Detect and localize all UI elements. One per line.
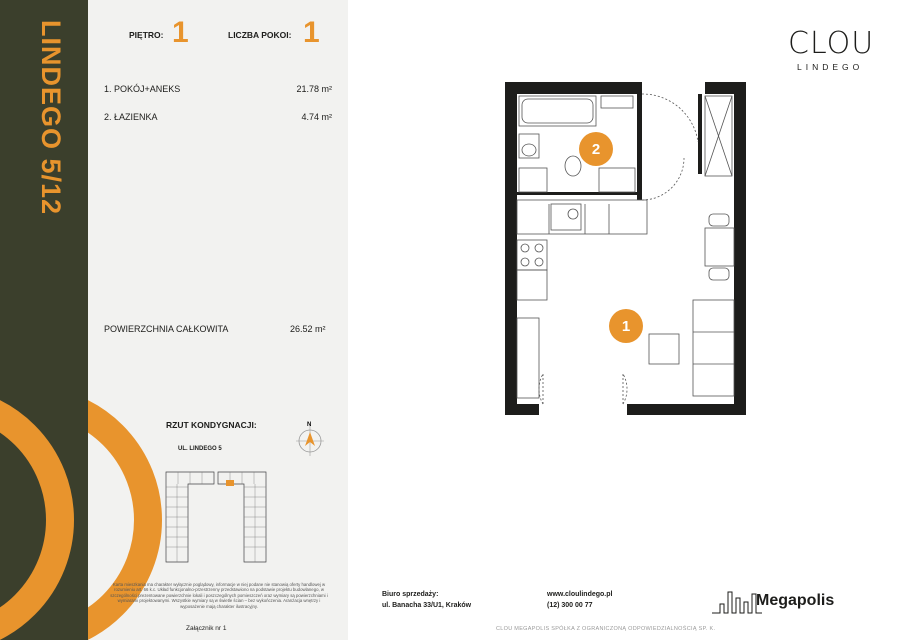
north-compass-icon — [296, 420, 326, 460]
megapolis-logo: Megapolis — [756, 592, 835, 609]
room-1-area: 21.78 m² — [296, 84, 332, 94]
vertical-title — [28, 20, 68, 220]
site-plan-drawing — [154, 462, 274, 572]
attachment-label: Załącznik nr 1 — [186, 625, 227, 632]
room-2-name: 2. ŁAZIENKA — [104, 112, 158, 122]
clou-logo-sub: LINDEGO — [797, 62, 864, 72]
site-plan-highlight — [226, 480, 234, 486]
company-name: CLOU MEGAPOLIS SPÓŁKA Z OGRANICZONĄ ODPOWIEDZIALNOŚCIĄ SP. K. — [496, 626, 716, 632]
room-2-area: 4.74 m² — [301, 112, 332, 122]
floor-plan — [505, 82, 750, 417]
office-label: Biuro sprzedaży: — [382, 591, 439, 598]
website-link[interactable]: www.cloulindego.pl — [547, 591, 613, 598]
megapolis-skyline-icon — [712, 586, 762, 614]
room-marker-1: 1 — [609, 309, 643, 343]
total-area-label: POWIERZCHNIA CAŁKOWITA — [104, 324, 229, 334]
north-label: N — [307, 422, 312, 428]
site-plan-street: UL. LINDEGO 5 — [178, 446, 222, 452]
site-plan-title: RZUT KONDYGNACJI: — [166, 420, 257, 430]
floor-label: PIĘTRO: — [129, 30, 164, 40]
decorative-arc-band — [0, 390, 88, 640]
rooms-label: LICZBA POKOI: — [228, 30, 292, 40]
room-1-name: 1. POKÓJ+ANEKS — [104, 84, 181, 94]
clou-logo: CLOU — [788, 26, 875, 61]
room-marker-2: 2 — [579, 132, 613, 166]
phone-number: (12) 300 00 77 — [547, 602, 593, 609]
office-address: ul. Banacha 33/U1, Kraków — [382, 602, 472, 609]
disclaimer: Karta mieszkania ma charakter wyłącznie poglądowy, informacje w niej podane nie stanowią oferty handlowej w rozumieniu art. 66 k.c. Układ funkcjonalno-przestrzenny przedstawiono na podstawie projektu budowlanego, w szczególności prezentowane powierzchnie lokali i poszczególnych pomieszczeń oraz wymiary są powierzchniami i wymiarami projektowanymi. Wszystkie wymiary są w świetle ścian – bez wykończenia. Aranżacja wnętrzy i wyposażenie mają charakter ilustracyjny. — [110, 582, 328, 609]
total-area-value: 26.52 m² — [290, 324, 326, 334]
rooms-value: 1 — [303, 16, 320, 49]
floor-value: 1 — [172, 16, 189, 49]
apartment-title: LINDEGO 5/12 — [36, 20, 66, 216]
